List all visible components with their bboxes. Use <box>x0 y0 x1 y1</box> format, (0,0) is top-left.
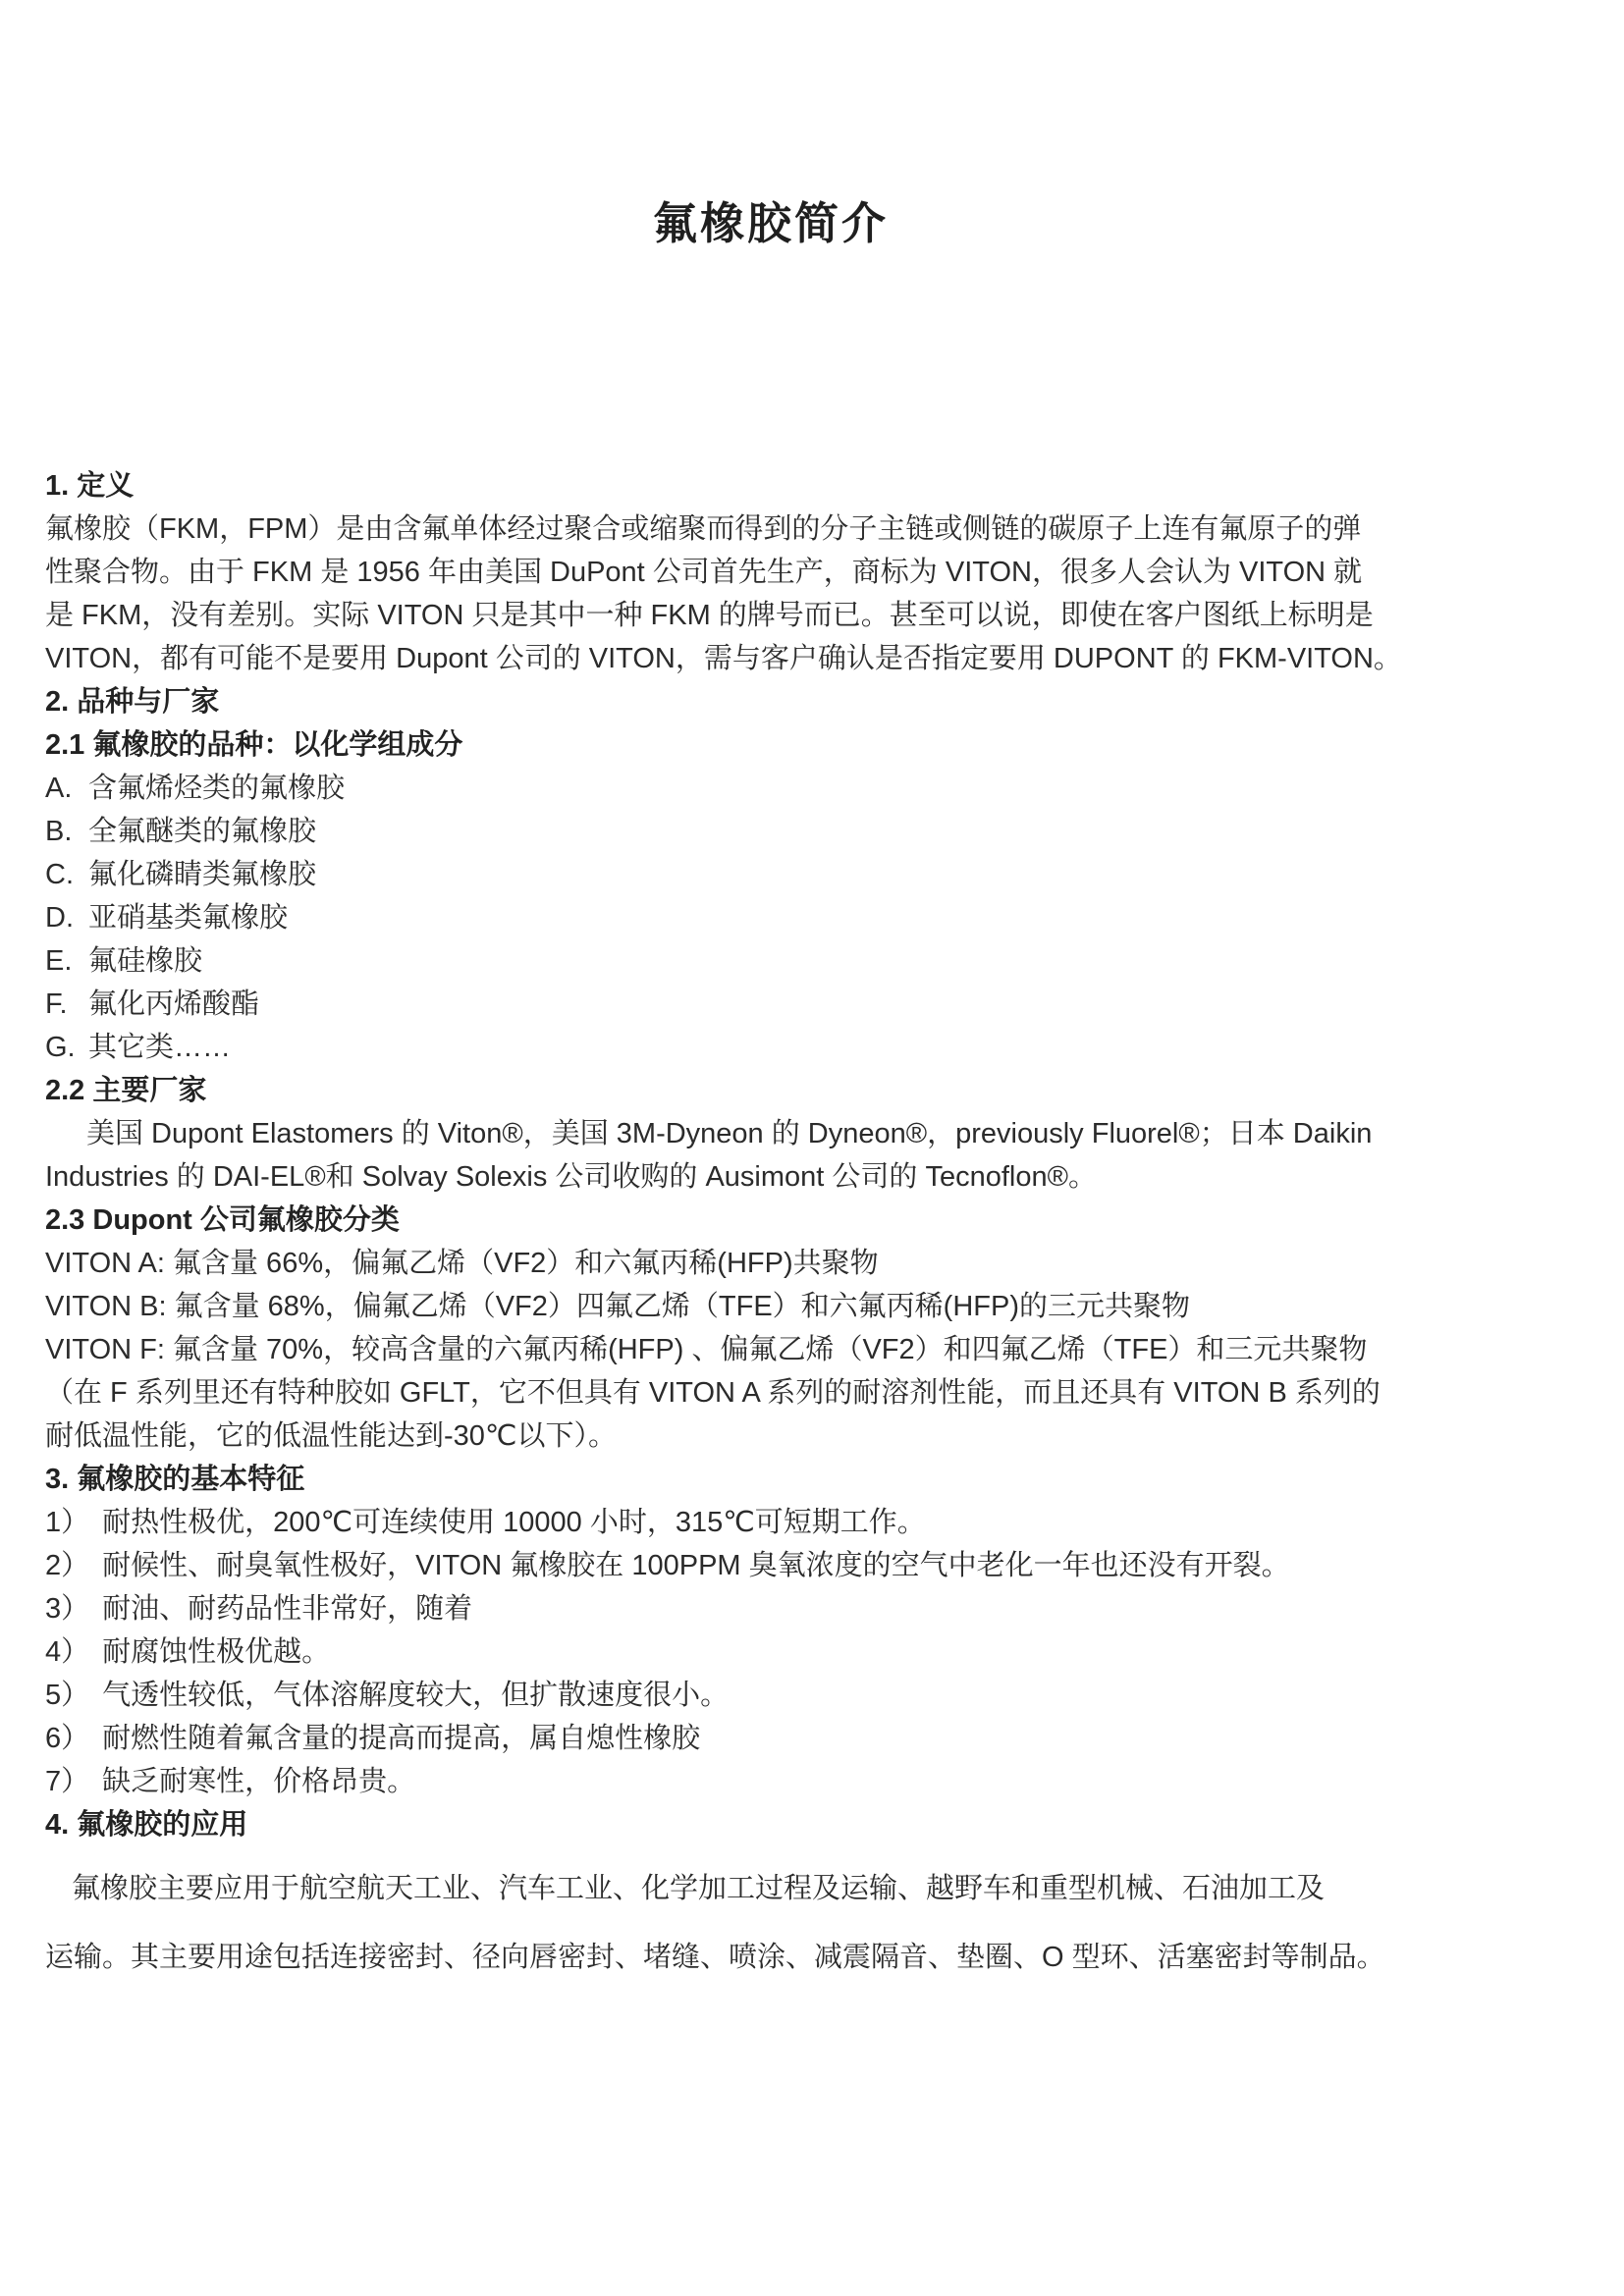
point-item <box>45 1630 1595 1674</box>
point-text: 耐燃性随着氟含量的提高而提高，属自熄性橡胶 <box>102 1723 701 1754</box>
point-marker: 7） <box>45 1766 90 1797</box>
body-line: VITON A: 氟含量 66%，偏氟乙烯（VF2）和六氟丙稀(HFP)共聚物 <box>45 1248 879 1279</box>
list-marker: B. <box>45 816 73 847</box>
body-line: 运输。其主要用途包括连接密封、径向唇密封、堵缝、喷涂、减震隔音、垫圈、O 型环、活塞密封等制品。 <box>45 1942 1385 1973</box>
point-marker: 2） <box>45 1550 90 1581</box>
list-text: 氟化磷睛类氟橡胶 <box>88 859 317 890</box>
list-text: 亚硝基类氟橡胶 <box>88 902 289 934</box>
list-item <box>45 853 1595 896</box>
body-line: 氟橡胶（FKM，FPM）是由含氟单体经过聚合或缩聚而得到的分子主链或侧链的碳原子上连有氟原子的弹 <box>45 513 1362 545</box>
document-body <box>45 464 1595 1992</box>
body-line: VITON，都有可能不是要用 Dupont 公司的 VITON，需与客户确认是否指定要用 DUPONT 的 FKM-VITON。 <box>45 643 1402 674</box>
point-item <box>45 1544 1595 1587</box>
section-heading: 1. 定义 <box>45 470 135 502</box>
point-text: 耐热性极优，200℃可连续使用 10000 小时，315℃可短期工作。 <box>102 1507 926 1538</box>
body-line: （在 F 系列里还有特种胶如 GFLT，它不但具有 VITON A 系列的耐溶剂性能，而且还具有 VITON B 系列的 <box>45 1377 1380 1409</box>
list-item <box>45 983 1595 1026</box>
point-marker: 5） <box>45 1680 90 1711</box>
list-text: 氟化丙烯酸酯 <box>88 988 260 1020</box>
list-text: 氟硅橡胶 <box>88 945 203 977</box>
point-text: 耐候性、耐臭氧性极好，VITON 氟橡胶在 100PPM 臭氧浓度的空气中老化一年也还没有开裂。 <box>102 1550 1290 1581</box>
point-text: 气透性较低，气体溶解度较大，但扩散速度很小。 <box>102 1680 730 1711</box>
list-marker: C. <box>45 859 74 890</box>
point-marker: 4） <box>45 1636 90 1668</box>
section-heading: 2. 品种与厂家 <box>45 686 220 718</box>
body-line: 是 FKM，没有差别。实际 VITON 只是其中一种 FKM 的牌号而已。甚至可以说，即使在客户图纸上标明是 <box>45 600 1374 631</box>
section-heading: 2.2 主要厂家 <box>45 1075 207 1106</box>
point-item <box>45 1501 1595 1544</box>
section-heading: 2.3 Dupont 公司氟橡胶分类 <box>45 1204 400 1236</box>
point-marker: 3） <box>45 1593 90 1625</box>
point-text: 缺乏耐寒性，价格昂贵。 <box>102 1766 416 1797</box>
list-marker: E. <box>45 945 73 977</box>
list-item <box>45 896 1595 939</box>
point-text: 耐油、耐药品性非常好，随着 <box>102 1593 473 1625</box>
list-text: 其它类…… <box>88 1032 232 1063</box>
body-line: 性聚合物。由于 FKM 是 1956 年由美国 DuPont 公司首先生产，商标为 VITON，很多人会认为 VITON 就 <box>45 557 1363 588</box>
list-marker: G. <box>45 1032 76 1063</box>
list-item <box>45 767 1595 810</box>
list-marker: A. <box>45 773 73 804</box>
section-heading: 4. 氟橡胶的应用 <box>45 1809 248 1841</box>
list-marker: F. <box>45 988 68 1020</box>
list-text: 全氟醚类的氟橡胶 <box>88 816 317 847</box>
list-item <box>45 1026 1595 1069</box>
body-line: 氟橡胶主要应用于航空航天工业、汽车工业、化学加工过程及运输、越野车和重型机械、石油加工及 <box>72 1873 1326 1904</box>
body-line: 耐低温性能，它的低温性能达到-30℃以下）。 <box>45 1420 617 1452</box>
point-text: 耐腐蚀性极优越。 <box>102 1636 331 1668</box>
document-title: 氟橡胶简介 <box>652 199 889 248</box>
section-heading: 3. 氟橡胶的基本特征 <box>45 1464 305 1495</box>
body-line: VITON F: 氟含量 70%，较高含量的六氟丙稀(HFP) 、偏氟乙烯（VF2）和四氟乙烯（TFE）和三元共聚物 <box>45 1334 1368 1365</box>
body-line: Industries 的 DAI-EL®和 Solvay Solexis 公司收购的 Ausimont 公司的 Tecnoflon®。 <box>45 1161 1097 1193</box>
point-marker: 6） <box>45 1723 90 1754</box>
point-marker: 1） <box>45 1507 90 1538</box>
point-item <box>45 1717 1595 1760</box>
section-heading: 2.1 氟橡胶的品种：以化学组成分 <box>45 729 463 761</box>
list-item <box>45 939 1595 983</box>
point-item <box>45 1760 1595 1803</box>
body-line: VITON B: 氟含量 68%，偏氟乙烯（VF2）四氟乙烯（TFE）和六氟丙稀(HFP)的三元共聚物 <box>45 1291 1190 1322</box>
point-item <box>45 1674 1595 1717</box>
list-item <box>45 810 1595 853</box>
list-marker: D. <box>45 902 74 934</box>
body-line: 美国 Dupont Elastomers 的 Viton®，美国 3M-Dyneon 的 Dyneon®，previously Fluorel®；日本 Daikin <box>86 1118 1373 1149</box>
point-item <box>45 1587 1595 1630</box>
list-text: 含氟烯烃类的氟橡胶 <box>88 773 346 804</box>
